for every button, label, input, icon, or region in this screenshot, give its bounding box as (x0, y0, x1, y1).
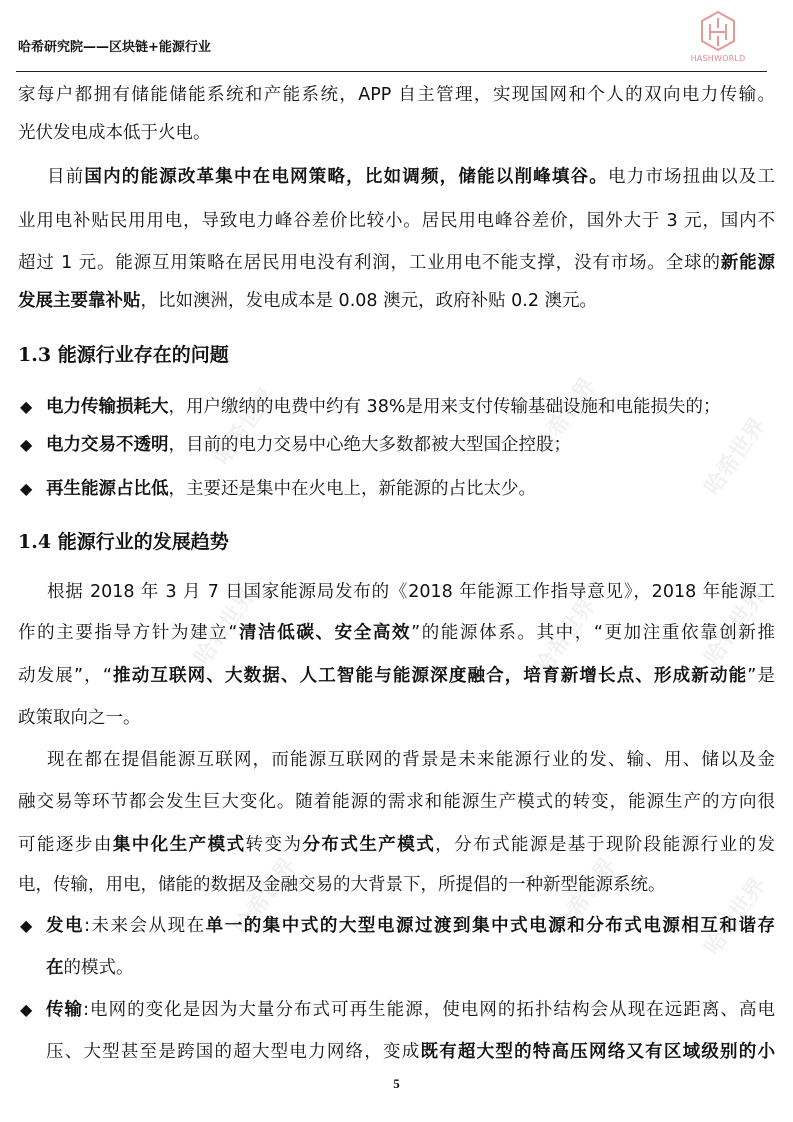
watermark: 哈希世界 (700, 873, 772, 960)
text: 根据 2018 年 3 月 7 日国家能源局发布的《2018 年能源工作指导意见》，2018 年能源工 (47, 582, 775, 602)
text-line (18, 871, 775, 899)
watermark: 哈希世界 (530, 373, 602, 460)
page-number: 5 (393, 1076, 400, 1091)
watermark: 哈希世界 (550, 853, 622, 940)
text-line (18, 831, 775, 859)
bold-text: 再生能源占比低 (46, 479, 169, 499)
text: ”是 (747, 666, 775, 686)
text-line (18, 81, 775, 109)
text: 动发展”，“ (18, 666, 112, 686)
text-line (18, 954, 775, 982)
diamond-bullet-icon: ◆ (20, 916, 33, 935)
text: 超过 1 元。能源互用策略在居民用电没有利润，工业用电不能支撑，没有市场。全球的 (18, 253, 721, 273)
bold-text: 发电 (46, 916, 85, 936)
hashworld-logo (690, 10, 746, 65)
text: :电网的变化是因为大量分布式可再生能源，使电网的拓扑结构会从现在远距离、高电 (83, 1000, 775, 1020)
bold-text: 国内的能源改革集中在电网策略，比如调频，储能以削峰填谷。 (84, 167, 608, 187)
bold-text: 在 (46, 958, 64, 978)
bullet-item (18, 431, 775, 459)
section-heading-1-3 (18, 341, 229, 369)
bold-text: 分布式生产模式 (302, 835, 436, 855)
text: 压、大型甚至是跨国的超大型电力网络，变成 (46, 1042, 421, 1062)
watermark: 哈希世界 (530, 593, 602, 680)
text: 电，传输，用电，储能的数据及金融交易的大背景下，所提倡的一种新型能源系统。 (18, 875, 666, 895)
section-title: 能源行业存在的问题 (57, 344, 229, 366)
text: ，分布式能源是基于现阶段能源行业的发 (435, 835, 776, 855)
section-title: 能源行业的发展趋势 (57, 531, 229, 553)
text-line (18, 788, 775, 816)
bold-text: 新能源 (720, 253, 775, 273)
text-line (18, 249, 775, 277)
bullet-item (18, 912, 775, 940)
bold-text: 传输 (46, 1000, 84, 1020)
text-line (18, 746, 775, 774)
text: 政策取向之一。 (18, 708, 141, 728)
logo-mark-icon (698, 10, 738, 54)
text: 业用电补贴民用用电，导致电力峰谷差价比较小。居民用电峰谷差价，国外大于 3 元，国内不 (18, 211, 775, 231)
text: 转变为 (245, 835, 303, 855)
watermark: 哈希世界 (190, 583, 262, 670)
diamond-bullet-icon: ◆ (20, 1000, 33, 1019)
text: 家每户都拥有储能储能系统和产能系统，APP 自主管理，实现国网和个人的双向电力传输。 (18, 85, 775, 105)
text-line (18, 704, 775, 732)
text: ，用户缴纳的电费中约有 38%是用来支付传输基础设施和电能损失的； (168, 397, 721, 417)
bold-text: 发展主要靠补贴 (18, 291, 141, 311)
text: 目前 (47, 167, 85, 187)
section-number: 1.4 (18, 531, 52, 553)
text: :未来会从现在 (84, 916, 206, 936)
bold-text: 清洁低碳、安全高效 (237, 623, 412, 643)
text: 电力市场扭曲以及工 (607, 167, 776, 187)
diamond-bullet-icon: ◆ (20, 479, 33, 498)
text-line (18, 207, 775, 235)
text: ”的能源体系。其中，“更加注重依靠创新推 (411, 623, 775, 643)
running-header: 哈希研究院——区块链+能源行业 (18, 40, 211, 55)
diamond-bullet-icon: ◆ (20, 435, 33, 454)
watermark: 哈希世界 (230, 853, 302, 940)
bold-text: 既有超大型的特高压网络又有区域级别的小 (420, 1042, 776, 1062)
bold-text: 电力交易不透明 (46, 435, 169, 455)
watermark: 哈希世界 (700, 413, 772, 500)
bullet-item (18, 996, 775, 1024)
bold-text: 集中化生产模式 (112, 835, 246, 855)
diamond-bullet-icon: ◆ (20, 397, 33, 416)
text-line (18, 1038, 775, 1066)
text: ，目前的电力交易中心绝大多数都被大型国企控股； (168, 435, 571, 455)
text-line (18, 119, 775, 147)
text: ，主要还是集中在火电上，新能源的占比太少。 (168, 479, 536, 499)
text-line (18, 619, 775, 647)
bold-text: 推动互联网、大数据、人工智能与能源深度融合，培育新增长点、形成新动能 (111, 666, 748, 686)
text: ，比如澳洲，发电成本是 0.08 澳元，政府补贴 0.2 澳元。 (140, 291, 598, 311)
logo-text: HASHWORLD (690, 54, 746, 63)
text-line (18, 578, 775, 606)
text: 作的主要指导方针为建立“ (18, 623, 238, 643)
text-line (18, 662, 775, 690)
section-number: 1.3 (18, 344, 52, 366)
text-line (18, 163, 775, 191)
text-line (18, 287, 775, 315)
text: 可能逐步由 (18, 835, 113, 855)
watermark: 哈希世界 (210, 383, 282, 470)
bold-text: 单一的集中式的大型电源过渡到集中式电源和分布式电源相互和谐存 (205, 916, 776, 936)
text: 的模式。 (63, 958, 134, 978)
section-heading-1-4 (18, 528, 229, 556)
bullet-item (18, 475, 775, 503)
bold-text: 电力传输损耗大 (46, 397, 169, 417)
header-rule (16, 71, 767, 72)
watermark: 哈希世界 (700, 583, 772, 670)
bullet-item (18, 393, 775, 421)
text: 现在都在提倡能源互联网，而能源互联网的背景是未来能源行业的发、输、用、储以及金 (47, 750, 775, 770)
text: 融交易等环节都会发生巨大变化。随着能源的需求和能源生产模式的转变，能源生产的方向很 (18, 792, 775, 812)
text: 光伏发电成本低于火电。 (18, 123, 211, 143)
